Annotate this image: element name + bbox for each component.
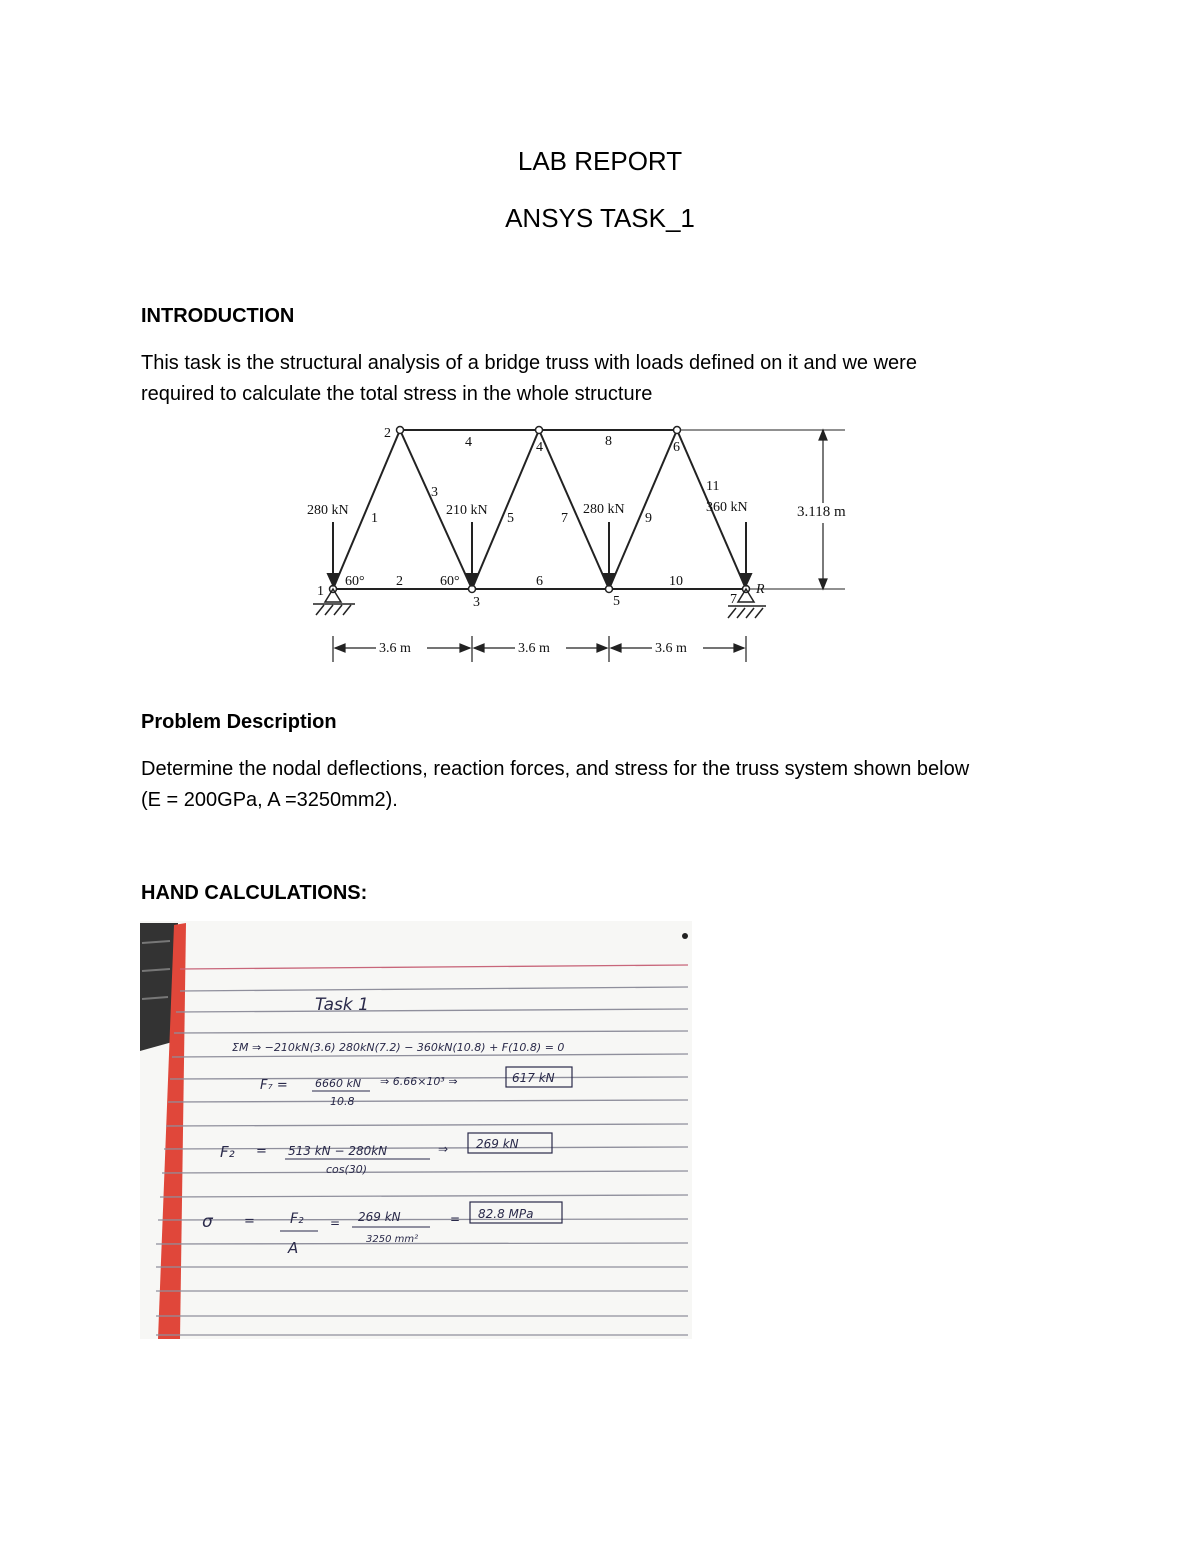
load-label-3: 280 kN — [583, 502, 625, 517]
element-label-3: 3 — [431, 485, 438, 500]
node-label-7: 7 — [730, 592, 737, 607]
document-subtitle: ANSYS TASK_1 — [505, 203, 695, 233]
hand-calculations-heading: HAND CALCULATIONS: — [141, 882, 368, 904]
element-label-5: 5 — [507, 511, 514, 526]
notes-moment-equation: ΣM ⇒ −210kN(3.6) 280kN(7.2) − 360kN(10.8) + F(10.8) = 0 — [232, 1041, 565, 1054]
node-4 — [536, 427, 543, 434]
node-6 — [674, 427, 681, 434]
load-label-2: 210 kN — [446, 503, 488, 518]
notes-f7-result: ⇒ 6.66×10³ ⇒ — [380, 1075, 458, 1088]
notes-sigma: σ — [202, 1212, 213, 1232]
notes-f2-arrow: ⇒ — [438, 1142, 449, 1156]
load-label-1: 280 kN — [307, 503, 349, 518]
height-label: 3.118 m — [797, 504, 846, 520]
notes-f2-denominator: cos(30) — [326, 1163, 368, 1176]
problem-heading: Problem Description — [141, 711, 337, 733]
node-label-4: 4 — [536, 440, 543, 455]
notes-sigma-boxed: 82.8 MPa — [478, 1207, 534, 1221]
notes-sigma-numerator: 269 kN — [358, 1210, 401, 1224]
element-label-1: 1 — [371, 511, 378, 526]
element-label-10: 10 — [669, 574, 683, 589]
node-label-1: 1 — [317, 584, 324, 599]
introduction-paragraph — [141, 348, 1081, 410]
node-label-3: 3 — [473, 595, 480, 610]
span-label-3: 3.6 m — [655, 641, 687, 656]
node-label-5: 5 — [613, 594, 620, 609]
document-title: LAB REPORT — [517, 146, 683, 176]
problem-line-1: Determine the nodal deflections, reaction forces, and stress for the truss system shown below — [141, 758, 970, 780]
element-label-11: 11 — [706, 479, 720, 494]
notes-f7-numerator: 6660 kN — [315, 1077, 362, 1090]
node-label-6: 6 — [673, 440, 680, 455]
span-label-1: 3.6 m — [379, 641, 411, 656]
element-label-8: 8 — [605, 434, 612, 449]
angle-label-right: 60° — [440, 574, 460, 589]
notes-title: Task 1 — [315, 995, 369, 1015]
notes-sigma-equals-2: = — [330, 1216, 341, 1230]
notes-sigma-equals: = — [244, 1214, 255, 1229]
handwritten-notes-photo — [140, 921, 692, 1339]
notes-sigma-denominator-symbol: A — [288, 1239, 299, 1257]
notes-f7-denominator: 10.8 — [330, 1095, 355, 1108]
element-label-4: 4 — [465, 435, 472, 450]
notes-f2-boxed: 269 kN — [476, 1137, 519, 1151]
notes-f7-boxed: 617 kN — [512, 1071, 555, 1085]
notes-f2-lhs: F₂ — [220, 1143, 235, 1161]
notes-sigma-numerator-symbol: F₂ — [290, 1211, 304, 1227]
notes-f7-lhs: F₇ = — [260, 1078, 288, 1093]
problem-line-2: (E = 200GPa, A =3250mm2). — [141, 789, 398, 811]
element-label-2: 2 — [396, 574, 403, 589]
notes-sigma-denominator: 3250 mm² — [366, 1234, 419, 1245]
node-2 — [397, 427, 404, 434]
introduction-heading: INTRODUCTION — [141, 305, 295, 327]
introduction-line-2: required to calculate the total stress in the whole structure — [141, 383, 653, 405]
node-label-2: 2 — [384, 426, 391, 441]
element-label-9: 9 — [645, 511, 652, 526]
notes-f2-equals: = — [256, 1144, 267, 1159]
span-label-2: 3.6 m — [518, 641, 550, 656]
load-label-4: 360 kN — [706, 500, 748, 515]
truss-diagram — [300, 418, 870, 668]
introduction-line-1: This task is the structural analysis of a bridge truss with loads defined on it and we were — [141, 352, 917, 374]
problem-paragraph — [141, 754, 1081, 816]
angle-label-left: 60° — [345, 574, 365, 589]
element-label-6: 6 — [536, 574, 543, 589]
reaction-label: R — [756, 582, 765, 597]
notes-f2-numerator: 513 kN − 280kN — [288, 1144, 388, 1158]
element-label-7: 7 — [561, 511, 568, 526]
notes-sigma-equals-3: = — [450, 1212, 461, 1226]
